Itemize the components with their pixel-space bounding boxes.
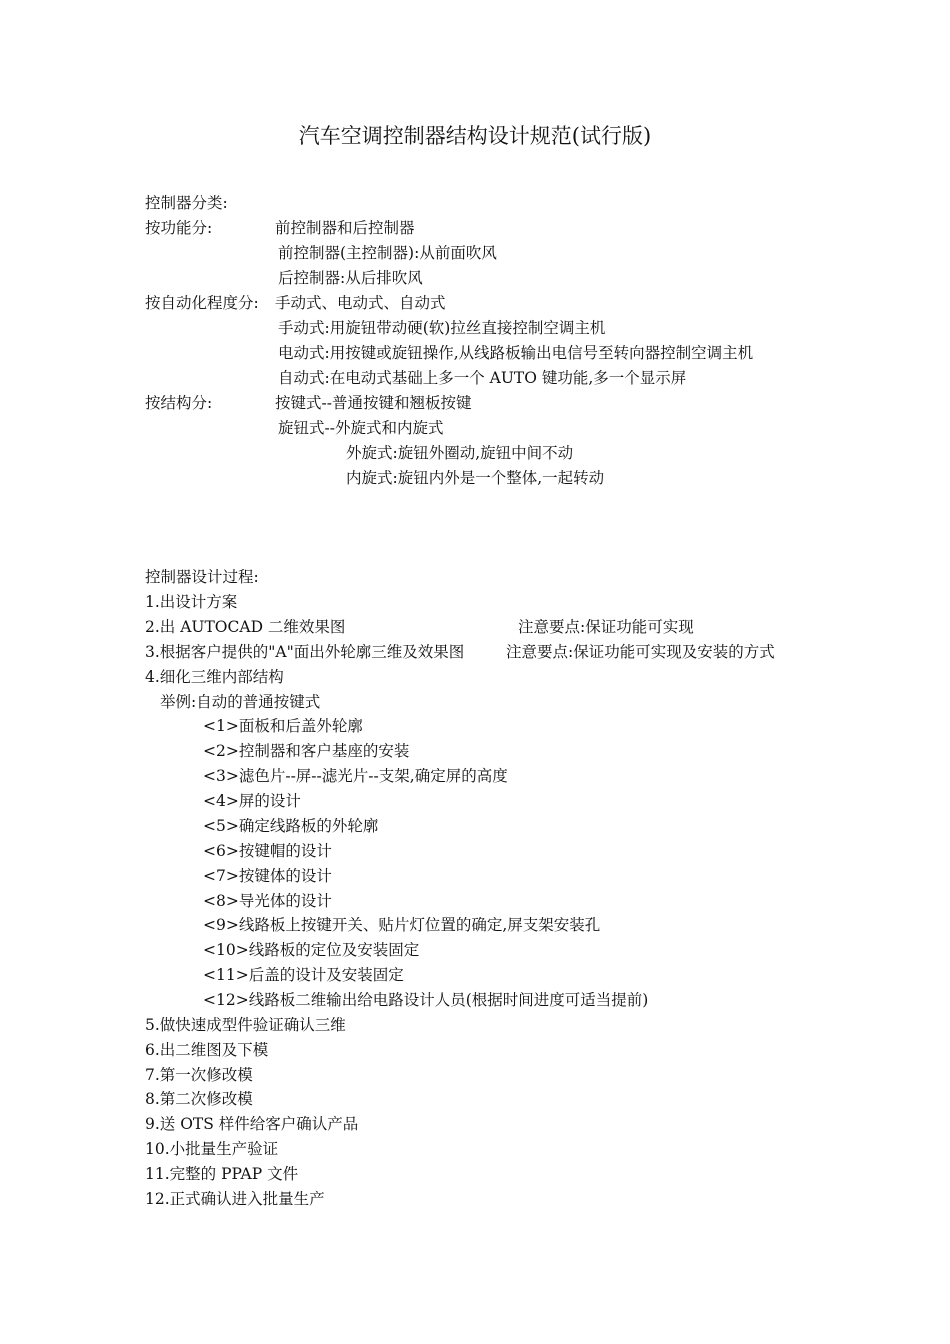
process-note: 注意要点:保证功能可实现: [518, 618, 694, 636]
process-substep: <4>屏的设计: [203, 792, 301, 810]
process-substep: <5>确定线路板的外轮廓: [203, 817, 379, 835]
process-substep: <7>按键体的设计: [203, 867, 332, 885]
automation-item: 电动式:用按键或旋钮操作,从线路板输出电信号至转向器控制空调主机: [278, 344, 754, 362]
process-substep: <12>线路板二维输出给电路设计人员(根据时间进度可适当提前): [203, 991, 649, 1009]
function-item: 前控制器(主控制器):从前面吹风: [278, 244, 497, 262]
process-step: 3.根据客户提供的"A"面出外轮廓三维及效果图: [145, 643, 465, 661]
document-title: 汽车空调控制器结构设计规范(试行版): [298, 124, 652, 148]
process-substep: <2>控制器和客户基座的安装: [203, 742, 410, 760]
function-summary: 前控制器和后控制器: [275, 219, 415, 237]
function-label: 按功能分:: [145, 219, 213, 237]
process-step: 10.小批量生产验证: [145, 1140, 279, 1158]
classification-heading: 控制器分类:: [145, 194, 228, 212]
process-heading: 控制器设计过程:: [145, 568, 259, 586]
process-note: 注意要点:保证功能可实现及安装的方式: [506, 643, 775, 661]
process-step: 4.细化三维内部结构: [145, 668, 284, 686]
process-example: 举例:自动的普通按键式: [160, 693, 321, 711]
automation-item: 自动式:在电动式基础上多一个 AUTO 键功能,多一个显示屏: [278, 369, 687, 387]
process-step: 9.送 OTS 样件给客户确认产品: [145, 1115, 359, 1133]
process-substep: <8>导光体的设计: [203, 892, 332, 910]
process-substep: <1>面板和后盖外轮廓: [203, 717, 363, 735]
function-item: 后控制器:从后排吹风: [278, 269, 423, 287]
knob-item: 内旋式:旋钮内外是一个整体,一起转动: [346, 469, 605, 487]
structure-label: 按结构分:: [145, 394, 213, 412]
process-step: 6.出二维图及下模: [145, 1041, 269, 1059]
automation-summary: 手动式、电动式、自动式: [275, 294, 446, 312]
process-step: 5.做快速成型件验证确认三维: [145, 1016, 346, 1034]
process-substep: <10>线路板的定位及安装固定: [203, 941, 420, 959]
knob-item: 外旋式:旋钮外圈动,旋钮中间不动: [346, 444, 574, 462]
process-step: 2.出 AUTOCAD 二维效果图: [145, 618, 346, 636]
automation-label: 按自动化程度分:: [145, 294, 259, 312]
process-substep: <3>滤色片--屏--滤光片--支架,确定屏的高度: [203, 767, 508, 785]
process-step: 7.第一次修改模: [145, 1066, 253, 1084]
process-step: 8.第二次修改模: [145, 1090, 253, 1108]
process-step: 12.正式确认进入批量生产: [145, 1190, 325, 1208]
structure-summary: 按键式--普通按键和翘板按键: [275, 394, 472, 412]
structure-knob: 旋钮式--外旋式和内旋式: [278, 419, 444, 437]
process-step: 11.完整的 PPAP 文件: [145, 1165, 299, 1183]
process-step: 1.出设计方案: [145, 593, 238, 611]
process-substep: <6>按键帽的设计: [203, 842, 332, 860]
process-substep: <9>线路板上按键开关、贴片灯位置的确定,屏支架安装孔: [203, 916, 601, 934]
automation-item: 手动式:用旋钮带动硬(软)拉丝直接控制空调主机: [278, 319, 606, 337]
process-substep: <11>后盖的设计及安装固定: [203, 966, 404, 984]
